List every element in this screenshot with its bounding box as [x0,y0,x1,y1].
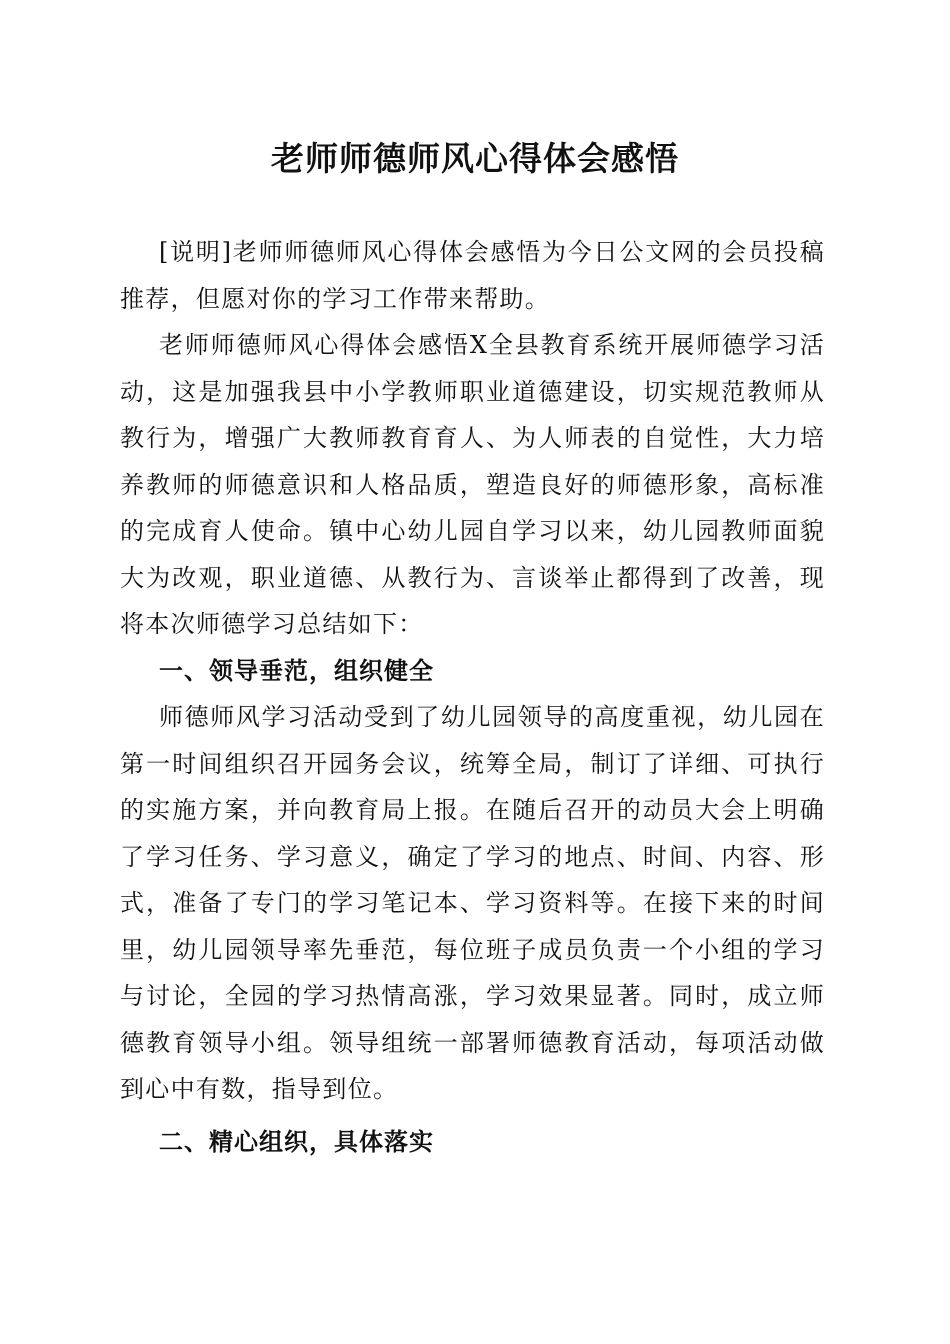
section-1-paragraph: 师德师风学习活动受到了幼儿园领导的高度重视，幼儿园在第一时间组织召开园务会议，统筹全局，制订了详细、可执行的实施方案，并向教育局上报。在随后召开的动员大会上明确了学习任务、学习意义，确定了学习的地点、时间、内容、形式，准备了专门的学习笔记本、学习资料等。在接下来的时间里，幼儿园领导率先垂范，每位班子成员负责一个小组的学习与讨论，全园的学习热情高涨，学习效果显著。同时，成立师德教育领导小组。领导组统一部署师德教育活动，每项活动做到心中有数，指导到位。 [120,703,825,1103]
document-title: 老师师德师风心得体会感悟 [271,139,679,178]
section-1-heading: 一、领导垂范，组织健全 [159,656,434,685]
overview-paragraph: 老师师德师风心得体会感悟X全县教育系统开展师德学习活动，这是加强我县中小学教师职业道德建设，切实规范教师从教行为，增强广大教师教育育人、为人师表的自觉性，大力培养教师的师德意识和人格品质，塑造良好的师德形象，高标准的完成育人使命。镇中心幼儿园自学习以来，幼儿园教师面貌大为改观，职业道德、从教行为、言谈举止都得到了改善，现将本次师德学习总结如下： [120,331,825,638]
section-2-heading: 二、精心组织，具体落实 [159,1127,434,1156]
intro-note-paragraph: [说明]老师师德师风心得体会感悟为今日公文网的会员投稿推荐，但愿对你的学习工作带来帮助。 [120,238,825,313]
document-body [120,229,825,1165]
